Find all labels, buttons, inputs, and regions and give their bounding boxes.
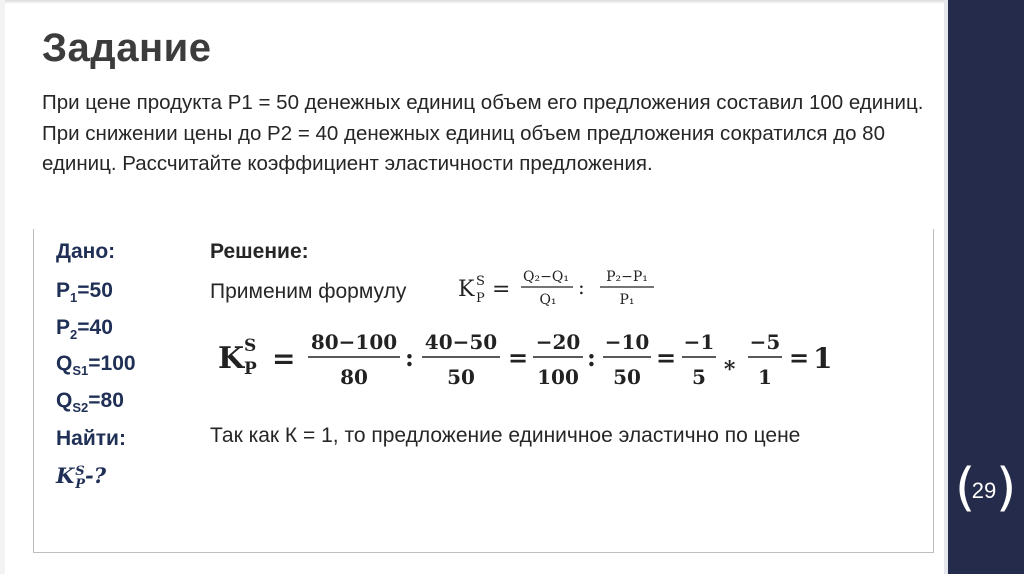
calc-frac5-den: 5 xyxy=(692,365,706,389)
calc-sup: S xyxy=(244,336,257,356)
formula-k: K xyxy=(458,277,475,302)
calc-frac2-num: 40−50 xyxy=(424,330,498,354)
find-suffix: -? xyxy=(85,463,107,488)
calc-k: K xyxy=(218,341,245,376)
p1-value: =50 xyxy=(77,279,113,302)
task-text: При цене продукта Р1 = 50 денежных единиц объем его предложения составил 100 единиц. При снижении цены до Р2 = 40 денежных единиц объем предложения сократился до 80 единиц. Рассчитайте коэффициент эластичности предложения. xyxy=(42,91,924,175)
calc-frac2-den: 50 xyxy=(447,365,475,389)
find-subscript: P xyxy=(75,476,86,492)
find-label: Найти: xyxy=(56,427,126,450)
given-qs2 xyxy=(56,389,124,415)
p2-value: =40 xyxy=(77,316,113,339)
calc-eq2: = xyxy=(508,343,529,372)
calc-frac1-num: 80−100 xyxy=(310,330,398,354)
calc-frac4-num: −10 xyxy=(604,330,650,354)
calc-frac3-num: −20 xyxy=(535,330,581,354)
calc-result: 1 xyxy=(813,342,833,375)
formula-den2: P₁ xyxy=(619,292,635,308)
calc-frac4-den: 50 xyxy=(613,365,641,389)
calc-sub: P xyxy=(244,359,257,379)
formula-sup: S xyxy=(476,274,485,289)
calc-colon1: : xyxy=(405,343,414,372)
calc-frac6-den: 1 xyxy=(758,365,772,389)
calc-eq3: = xyxy=(656,343,677,372)
page-number: 29 xyxy=(971,478,997,503)
solution-label: Решение: xyxy=(210,240,309,263)
calc-frac3-den: 100 xyxy=(537,365,579,389)
qs1-subscript: S1 xyxy=(72,363,89,379)
slide-title: Задание xyxy=(42,26,212,70)
p2-subscript: 2 xyxy=(70,327,78,343)
qs2-symbol: Q xyxy=(56,389,73,412)
solution-box xyxy=(33,229,934,553)
qs1-symbol: Q xyxy=(56,352,73,375)
formula-sub: P xyxy=(476,291,485,306)
formula-num1: Q₂−Q₁ xyxy=(523,269,569,285)
page-bracket-left-icon: ( xyxy=(955,458,976,518)
qs2-value: =80 xyxy=(88,389,124,412)
given-qs1 xyxy=(56,352,136,378)
calc-frac6-num: −5 xyxy=(749,330,781,354)
given-p2 xyxy=(56,316,113,342)
formula-num2: P₂−P₁ xyxy=(606,269,648,285)
calc-eq4: = xyxy=(789,343,810,372)
qs1-value: =100 xyxy=(88,352,136,375)
find-value xyxy=(56,463,106,491)
calc-times: ∗ xyxy=(722,352,738,378)
find-superscript: S xyxy=(75,463,85,479)
qs2-subscript: S2 xyxy=(72,400,89,416)
left-rule xyxy=(0,0,5,574)
calc-frac1-den: 80 xyxy=(340,365,368,389)
p1-subscript: 1 xyxy=(70,290,78,306)
find-symbol: K xyxy=(56,463,75,488)
p1-symbol: P xyxy=(56,279,71,302)
top-shade xyxy=(0,0,948,4)
calc-eq: = xyxy=(272,342,296,375)
calc-colon2: : xyxy=(587,343,596,372)
formula-colon: : xyxy=(578,275,585,299)
apply-formula-text: Применим формулу xyxy=(210,280,407,303)
conclusion-text: Так как К = 1, то предложение единичное эластично по цене xyxy=(210,424,801,447)
calc-frac5-num: −1 xyxy=(683,330,715,354)
given-p1 xyxy=(56,279,113,305)
p2-symbol: P xyxy=(56,316,71,339)
page-bracket-right-icon: ) xyxy=(996,458,1017,518)
formula-den1: Q₁ xyxy=(539,292,557,308)
formula-eq: = xyxy=(492,277,511,302)
given-label: Дано: xyxy=(56,240,116,263)
